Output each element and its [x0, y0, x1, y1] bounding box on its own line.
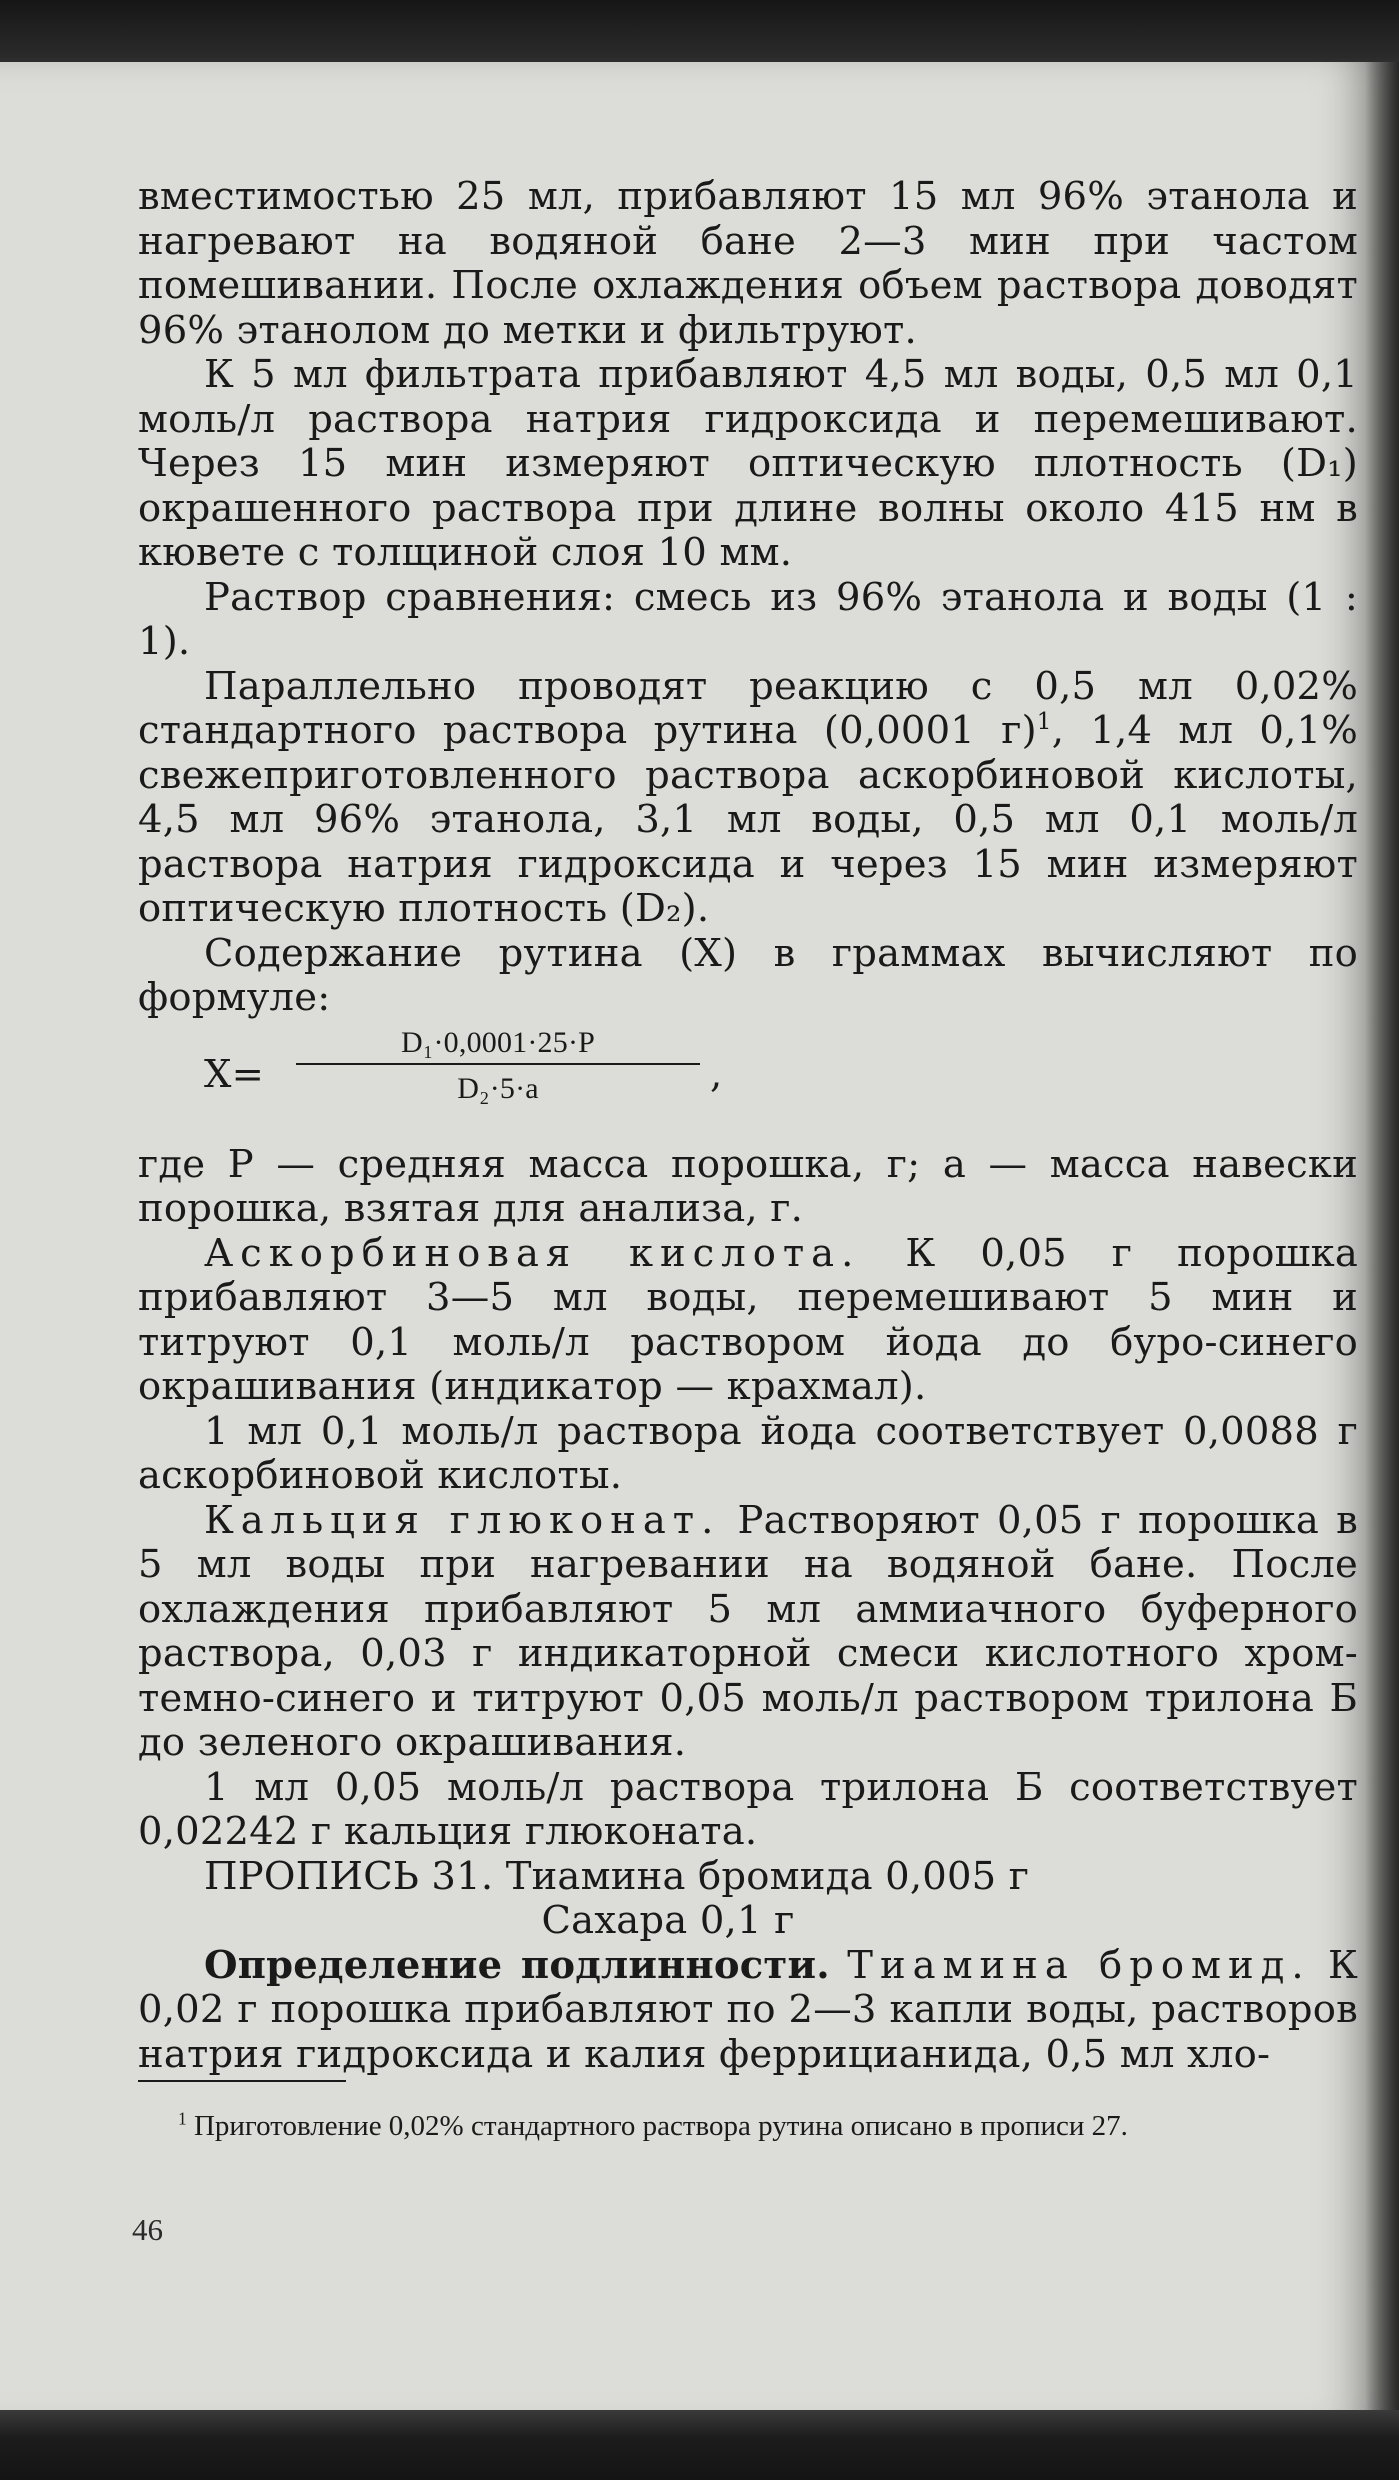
paragraph-10: 1 мл 0,05 моль/л раствора трилона Б соответствует 0,02242 г кальция глюконата. [138, 1764, 1358, 1854]
section-title-ascorbic: Аскорбиновая кислота. [204, 1230, 861, 1276]
paragraph-7 [138, 1232, 1358, 1410]
footnote-text: Приготовление 0,02% стандартного раствора рутина описано в прописи 27. [186, 2110, 1128, 2142]
paragraph-13 [138, 1944, 1358, 2078]
paragraph-2: К 5 мл фильтрата прибавляют 4,5 мл воды, 0,5 мл 0,1 моль/л раствора натрия гидроксида и перемешивают. Через 15 мин измеряют оптическую плотность (D₁) окрашенного раствора при длине волны около 415 нм в кювете с толщиной слоя 10 мм. [138, 352, 1358, 575]
page-gutter-shadow [1365, 62, 1399, 2422]
formula-comma: , [710, 1051, 723, 1097]
paragraph-4-part-b: , 1,4 мл 0,1% свежеприготовленного раствора аскорбиновой кислоты, 4,5 мл 96% этанола, 3,1 мл воды, 0,5 мл 0,1 моль/л раствора натрия гидроксида и через 15 мин измеряют оптическую плотность (D₂). [138, 708, 1358, 931]
formula [138, 1025, 1358, 1135]
footnote-divider [138, 2080, 346, 2082]
paragraph-7-body: К 0,05 г порошка прибавляют 3—5 мл воды, перемешивают 5 мин и титруют 0,1 моль/л раствором йода до буро-синего окрашивания (индикатор — крахмал). [138, 1230, 1359, 1409]
section-title-thiamine: Тиамина бромид. [847, 1942, 1311, 1988]
paragraph-8: 1 мл 0,1 моль/л раствора йода соответствует 0,0088 г аскорбиновой кислоты. [138, 1408, 1358, 1498]
formula-denominator: D₂·5·a [457, 1071, 539, 1105]
scan-bottom-border [0, 2410, 1399, 2480]
paragraph-9-body: Растворяют 0,05 г порошка в 5 мл воды при нагревании на водяной бане. После охлаждения прибавляют 5 мл аммиачного буферного раствора, 0,03 г индикаторной смеси кислотного хром-темно-синего и титруют 0,05 моль/л раствором трилона Б до зеленого окрашивания. [138, 1497, 1359, 1765]
footnote [130, 2108, 1358, 2144]
footnote-reference[interactable]: 1 [1036, 709, 1052, 736]
page-number: 46 [132, 2212, 163, 2247]
formula-numerator: D₁·0,0001·25·P [296, 1025, 700, 1065]
paragraph-13-body: К 0,02 г порошка прибавляют по 2—3 капли воды, растворов натрия гидроксида и калия феррицианида, 0,5 мл хло- [138, 1942, 1358, 2077]
recipe-31-line-2: Сахара 0,1 г [541, 1898, 795, 1943]
paragraph-6: где P — средняя масса порошка, г; a — масса навески порошка, взятая для анализа, г. [138, 1141, 1358, 1231]
paragraph-4-part-a: Параллельно проводят реакцию с 0,5 мл 0,02% стандартного раствора рутина (0,0001 г) [138, 663, 1358, 753]
footnote-marker: 1 [178, 2108, 187, 2129]
paragraph-9 [138, 1499, 1358, 1766]
formula-lhs: X= [204, 1051, 265, 1097]
recipe-31-line-1: ПРОПИСЬ 31. Тиамина бромида 0,005 г [204, 1853, 1030, 1899]
paragraph-5: Содержание рутина (X) в граммах вычисляют по формуле: [138, 930, 1358, 1020]
paragraph-3: Раствор сравнения: смесь из 96% этанола и воды (1 : 1). [138, 574, 1358, 664]
paragraph-1: вместимостью 25 мл, прибавляют 15 мл 96% этанола и нагревают на водяной бане 2—3 мин при частом помешивании. После охлаждения объем раствора доводят 96% этанолом до метки и фильтруют. [138, 174, 1358, 353]
page-body [138, 175, 1358, 2077]
section-title-calcium: Кальция глюконат. [204, 1497, 721, 1543]
paragraph-4 [138, 665, 1358, 932]
section-title-identification: Определение подлинности. [204, 1942, 830, 1988]
formula-fraction [296, 1025, 700, 1109]
